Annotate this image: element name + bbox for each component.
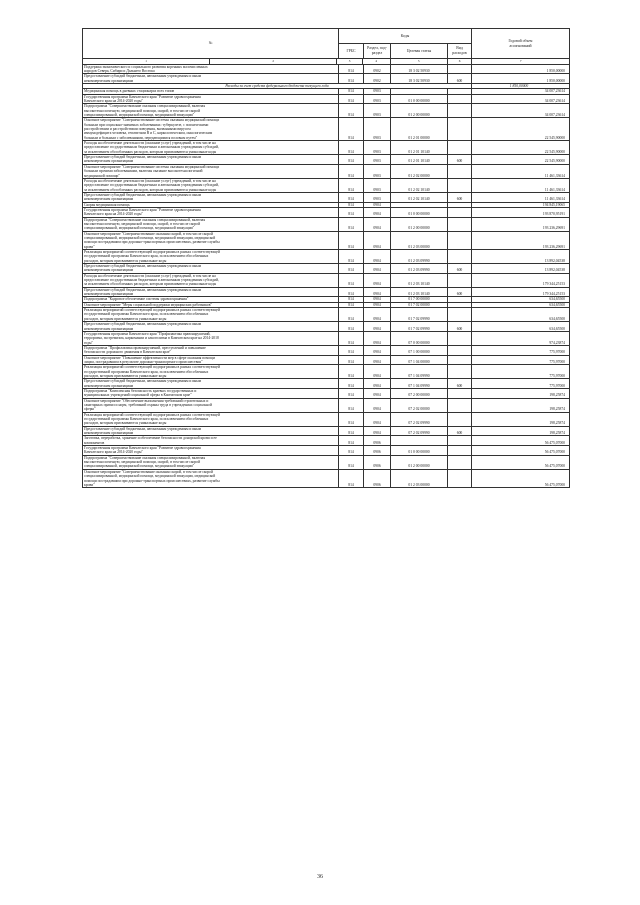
- expense-type-code: [448, 455, 472, 469]
- expense-type-code: [448, 141, 472, 155]
- annual-amount: 22 545,90000: [472, 141, 570, 155]
- expense-type-code: [448, 164, 472, 178]
- item-name: Реализация мероприятий соответствующей подпрограммы в рамках соответствующей государственной программы Камчатского края, за исключением обособленных расходов, которым присваиваются уникальные коды: [83, 412, 339, 426]
- annual-amount: 56 475,07000: [472, 446, 570, 456]
- target-article-code: 01 0 00 00000: [391, 94, 448, 104]
- item-name: Заготовка, переработка, хранение и обеспечение безопасности донорской крови и ее компонентов: [83, 436, 339, 446]
- grbs-code: 814: [339, 412, 364, 426]
- item-name: Расходы на обеспечение деятельности (оказание услуг) учреждений, в том числе на предоставление государственным бюджетным и автономным учреждениям субсидий, за исключением обособленных расходов, которым присваиваются уникальные коды: [83, 141, 339, 155]
- target-article-header: Целевая статья: [391, 44, 448, 59]
- annual-amount: 34 007,23614: [472, 89, 570, 94]
- annual-amount: 193 236,29691: [472, 217, 570, 231]
- annual-amount: 198,25874: [472, 426, 570, 436]
- annual-amount: 22 545,90000: [472, 155, 570, 165]
- item-name: Реализация мероприятий соответствующей подпрограммы в рамках соответствующей государственной программы Камчатского края, за исключением обособленных расходов, которым присваиваются уникальные коды: [83, 365, 339, 379]
- table-row: [83, 469, 570, 487]
- grbs-code: 814: [339, 178, 364, 192]
- table-row: [83, 118, 570, 141]
- item-name: Предоставление субсидий бюджетным, автономным учреждениям и иным некоммерческим организациям: [83, 426, 339, 436]
- annual-amount: 634,65500: [472, 322, 570, 332]
- column-number-row: [83, 59, 570, 65]
- grbs-code: 814: [339, 89, 364, 94]
- annual-amount: 179 344,25153: [472, 287, 570, 297]
- column-number: 6: [447, 59, 472, 64]
- item-name: Расходы на обеспечение деятельности (оказание услуг) учреждений, в том числе на предоставление государственным бюджетным и автономным учреждениям субсидий, за исключением обособленных расходов, которым присваиваются уникальные коды: [83, 273, 339, 287]
- expense-type-code: 600: [448, 426, 472, 436]
- expense-type-code: 600: [448, 74, 472, 84]
- target-article-code: 01 2 01 10140: [391, 141, 448, 155]
- target-article-code: 01 2 01 00000: [391, 118, 448, 141]
- target-article-code: 01 2 02 10140: [391, 192, 448, 202]
- annual-amount: 56 475,07000: [472, 455, 570, 469]
- target-article-code: 07 1 04 09990: [391, 365, 448, 379]
- razdel-code: 0903: [364, 94, 391, 104]
- annual-amount: 634,65500: [472, 302, 570, 307]
- annual-amount: 1 850,00000: [472, 64, 570, 74]
- razdel-code: 0904: [364, 322, 391, 332]
- annual-amount-header: Годовой объем ассигнований: [472, 29, 570, 59]
- expense-type-code: [448, 273, 472, 287]
- razdel-code: 0904: [364, 264, 391, 274]
- table-row: [83, 355, 570, 365]
- expense-type-code: 600: [448, 155, 472, 165]
- column-number: 5: [390, 59, 447, 64]
- page-number: 36: [317, 874, 323, 880]
- annual-amount: 22 545,90000: [472, 118, 570, 141]
- razdel-header: Раздел, под- раздел: [364, 44, 391, 59]
- annual-amount: 198,25874: [472, 412, 570, 426]
- item-name: Основное мероприятие "Обеспечение выполнения требований строительных и санитарных правил и норм, требований охраны труда в учреждениях социальной сферы": [83, 398, 339, 412]
- annual-amount: 775,97000: [472, 355, 570, 365]
- note-text: Расходы за счет средств федерального бюджета текущего года: [83, 83, 472, 88]
- item-name: Основное мероприятие "Повышение эффективности мер в сфере оказания помощи лицам, пострадавшим в результате дорожно-транспортного происшествия": [83, 355, 339, 365]
- annual-amount: 1 850,00000: [472, 74, 570, 84]
- target-article-code: 01 0 00 00000: [391, 446, 448, 456]
- grbs-code: 814: [339, 141, 364, 155]
- target-article-code: 01 2 03 10140: [391, 287, 448, 297]
- target-article-code: 07 2 02 09990: [391, 426, 448, 436]
- grbs-code: 814: [339, 104, 364, 118]
- razdel-code: 0903: [364, 89, 391, 94]
- column-number: 2: [209, 59, 336, 64]
- target-article-code: [391, 436, 448, 446]
- grbs-code: 814: [339, 302, 364, 307]
- expense-type-code: [448, 64, 472, 74]
- grbs-code: 814: [339, 217, 364, 231]
- expense-type-header: Вид расходов: [448, 44, 472, 59]
- grbs-code: 814: [339, 155, 364, 165]
- grbs-code: 814: [339, 207, 364, 217]
- expense-type-code: [448, 308, 472, 322]
- razdel-code: 0903: [364, 164, 391, 178]
- razdel-code: 0904: [364, 345, 391, 355]
- grbs-code: 814: [339, 331, 364, 345]
- grbs-code: 814: [339, 379, 364, 389]
- grbs-code: 814: [339, 308, 364, 322]
- expense-type-code: [448, 94, 472, 104]
- expense-type-code: 600: [448, 264, 472, 274]
- table-row: [83, 273, 570, 287]
- razdel-code: 0904: [364, 287, 391, 297]
- codes-group-header: Коды: [339, 29, 472, 44]
- razdel-code: 0906: [364, 469, 391, 487]
- table-row: [83, 264, 570, 274]
- grbs-code: 814: [339, 436, 364, 446]
- column-number: 3: [336, 59, 362, 64]
- grbs-code: 814: [339, 164, 364, 178]
- table-row: [83, 436, 570, 446]
- item-name: Предоставление субсидий бюджетным, автономным учреждениям и иным некоммерческим организациям: [83, 379, 339, 389]
- grbs-code: 814: [339, 322, 364, 332]
- grbs-code: 814: [339, 297, 364, 302]
- expense-type-code: [448, 118, 472, 141]
- grbs-code: 814: [339, 250, 364, 264]
- target-article-code: 01 2 01 10140: [391, 155, 448, 165]
- annual-amount: 634,65500: [472, 308, 570, 322]
- table-row: [83, 412, 570, 426]
- razdel-code: 0903: [364, 178, 391, 192]
- target-article-code: 07 1 04 00000: [391, 355, 448, 365]
- table-row: [83, 426, 570, 436]
- razdel-code: 0903: [364, 118, 391, 141]
- expense-type-code: [448, 217, 472, 231]
- item-name: Государственная программа Камчатского края "Развитие здравоохранения Камчатского края на 2014-2020 годы": [83, 94, 339, 104]
- grbs-code: 814: [339, 446, 364, 456]
- budget-table: [82, 28, 570, 488]
- grbs-code: 814: [339, 455, 364, 469]
- grbs-code: 814: [339, 388, 364, 398]
- annual-amount: 56 475,07000: [472, 469, 570, 487]
- table-row: [83, 178, 570, 192]
- grbs-code: 814: [339, 287, 364, 297]
- expense-type-code: [448, 345, 472, 355]
- item-name: Основное мероприятие "Совершенствование системы оказания медицинской помощи больным при социально-значимых заболеваниях: туберкулезе, с психическими расстройствами и расстройствами поведения, вызванными вирусом иммунодефицита человека, гепатитами В и С, наркологическим, онкологическим больным и больным с заболеваниями, передающимися половым путем": [83, 118, 339, 141]
- grbs-code: 814: [339, 202, 364, 207]
- razdel-code: 0904: [364, 412, 391, 426]
- annual-amount: 11 461,33614: [472, 178, 570, 192]
- table-row: [83, 388, 570, 398]
- expense-type-code: [448, 104, 472, 118]
- target-article-code: 01 2 02 10140: [391, 178, 448, 192]
- target-article-code: 01 7 02 00000: [391, 302, 448, 307]
- header-row-top: [83, 29, 570, 44]
- target-article-code: 01 2 03 09990: [391, 250, 448, 264]
- target-article-code: 07 1 00 00000: [391, 345, 448, 355]
- table-row: [83, 398, 570, 412]
- expense-type-code: [448, 388, 472, 398]
- table-row: [83, 287, 570, 297]
- table-row: [83, 74, 570, 84]
- target-article-code: 01 2 02 00000: [391, 164, 448, 178]
- item-name: Предоставление субсидий бюджетным, автономным учреждениям и иным некоммерческим организациям: [83, 74, 339, 84]
- annual-amount: 1 850,00000: [472, 83, 570, 88]
- annual-amount: 634,65500: [472, 297, 570, 302]
- annual-amount: 194 845,19065: [472, 202, 570, 207]
- table-row: [83, 155, 570, 165]
- annual-amount: 775,97000: [472, 345, 570, 355]
- razdel-code: 0904: [364, 331, 391, 345]
- item-name: Расходы на обеспечение деятельности (оказание услуг) учреждений, в том числе на предоставление государственным бюджетным и автономным учреждениям субсидий, за исключением обособленных расходов, которым присваиваются уникальные коды: [83, 178, 339, 192]
- expense-type-code: [448, 331, 472, 345]
- annual-amount: 974,23874: [472, 331, 570, 345]
- table-row: [83, 207, 570, 217]
- grbs-code: 814: [339, 355, 364, 365]
- target-article-code: 07 2 02 00000: [391, 398, 448, 412]
- column-number: 4: [362, 59, 390, 64]
- annual-amount: 34 007,23614: [472, 104, 570, 118]
- item-name: Предоставление субсидий бюджетным, автономным учреждениям и иным некоммерческим организациям: [83, 155, 339, 165]
- item-name: Подпрограмма "Совершенствование оказания специализированной, включая высокотехнологичную, медицинской помощи, скорой, в том числе скорой специализированной, медицинской помощи, медицинской эвакуации": [83, 217, 339, 231]
- target-article-code: 07 1 04 09990: [391, 379, 448, 389]
- item-name: Предоставление субсидий бюджетным, автономным учреждениям и иным некоммерческим организациям: [83, 192, 339, 202]
- annual-amount: 13 892,04538: [472, 264, 570, 274]
- razdel-code: 0904: [364, 302, 391, 307]
- grbs-code: 814: [339, 64, 364, 74]
- budget-table-sheet: [82, 28, 569, 488]
- grbs-code: 814: [339, 469, 364, 487]
- razdel-code: 0906: [364, 455, 391, 469]
- razdel-code: 0906: [364, 436, 391, 446]
- annual-amount: 56 475,07000: [472, 436, 570, 446]
- item-name: Государственная программа Камчатского края "Развитие здравоохранения Камчатского края на 2014-2020 годы": [83, 207, 339, 217]
- item-name: Поддержка экономического и социального развития коренных малочисленных народов Севера, Сибири и Дальнего Востока: [83, 64, 339, 74]
- expense-type-code: [448, 355, 472, 365]
- item-name: Подпрограмма "Совершенствование оказания специализированной, включая высокотехнологичную, медицинской помощи, скорой, в том числе скорой специализированной, медицинской помощи, медицинской эвакуации": [83, 104, 339, 118]
- razdel-code: 0904: [364, 365, 391, 379]
- target-article-code: 18 3 02 50930: [391, 64, 448, 74]
- item-name: Предоставление субсидий бюджетным, автономным учреждениям и иным некоммерческим организациям: [83, 322, 339, 332]
- expense-type-code: 600: [448, 192, 472, 202]
- target-article-code: 07 2 00 00000: [391, 388, 448, 398]
- razdel-code: 0904: [364, 250, 391, 264]
- grbs-code: 814: [339, 345, 364, 355]
- table-row: [83, 455, 570, 469]
- annual-amount: 34 007,23614: [472, 94, 570, 104]
- annual-amount: 193 236,29691: [472, 231, 570, 249]
- grbs-code: 814: [339, 273, 364, 287]
- annual-amount: 179 344,25153: [472, 273, 570, 287]
- razdel-code: 0903: [364, 141, 391, 155]
- grbs-code: 814: [339, 94, 364, 104]
- grbs-code: 814: [339, 264, 364, 274]
- table-row: [83, 365, 570, 379]
- item-name: Медицинская помощь в дневных стационарах всех типов: [83, 89, 339, 94]
- razdel-code: 0904: [364, 388, 391, 398]
- grbs-code: 814: [339, 192, 364, 202]
- table-row: [83, 94, 570, 104]
- razdel-code: 0904: [364, 308, 391, 322]
- target-article-code: 01 2 00 00000: [391, 455, 448, 469]
- razdel-code: 0904: [364, 273, 391, 287]
- number-column-header: №: [83, 29, 339, 59]
- expense-type-code: 600: [448, 322, 472, 332]
- razdel-code: 0904: [364, 202, 391, 207]
- item-name: Подпрограмма "Профилактика правонарушений, преступлений и повышение безопасности дорожного движения в Камчатском крае": [83, 345, 339, 355]
- razdel-code: 0903: [364, 192, 391, 202]
- razdel-code: 0906: [364, 446, 391, 456]
- target-article-code: 07 2 02 09990: [391, 412, 448, 426]
- annual-amount: 198,25874: [472, 388, 570, 398]
- target-article-code: 01 7 02 09990: [391, 322, 448, 332]
- table-row: [83, 192, 570, 202]
- item-name: Основное мероприятие "Совершенствование системы оказания медицинской помощи больным прочими заболеваниями, включая оказание высокотехнологичной медицинской помощи": [83, 164, 339, 178]
- annual-amount: 775,97000: [472, 365, 570, 379]
- column-number: 1: [145, 59, 147, 63]
- item-name: Государственная программа Камчатского края "Развитие здравоохранения Камчатского края на 2014-2020 годы": [83, 446, 339, 456]
- expense-type-code: [448, 178, 472, 192]
- table-row: [83, 331, 570, 345]
- item-name: Основное мероприятие "Совершенствование оказания скорой, в том числе скорой специализированной, медицинской помощи, медицинской эвакуации, медицинской помощи пострадавшим при дорожно-транспортных происшествиях, развитие службы крови": [83, 469, 339, 487]
- razdel-code: 0904: [364, 426, 391, 436]
- expense-type-code: [448, 469, 472, 487]
- razdel-code: 0903: [364, 104, 391, 118]
- expense-type-code: [448, 446, 472, 456]
- table-row: [83, 250, 570, 264]
- annual-amount: 775,97000: [472, 379, 570, 389]
- item-name: Предоставление субсидий бюджетным, автономным учреждениям и иным некоммерческим организациям: [83, 287, 339, 297]
- annual-amount: 11 461,33614: [472, 164, 570, 178]
- item-name: Основное мероприятие "Меры социальной поддержки медицинских работников": [83, 302, 339, 307]
- item-name: Подпрограмма "Совершенствование оказания специализированной, включая высокотехнологичную, медицинской помощи, скорой, в том числе скорой специализированной, медицинской помощи, медицинской эвакуации": [83, 455, 339, 469]
- table-row: [83, 345, 570, 355]
- target-article-code: 07 0 00 00000: [391, 331, 448, 345]
- razdel-code: 0904: [364, 297, 391, 302]
- table-row: [83, 104, 570, 118]
- grbs-code: 814: [339, 426, 364, 436]
- expense-type-code: [448, 412, 472, 426]
- table-row: [83, 64, 570, 74]
- column-number: 7: [471, 59, 569, 64]
- annual-amount: 11 461,33614: [472, 192, 570, 202]
- item-name: Основное мероприятие "Совершенствование оказания скорой, в том числе скорой специализированной, медицинской помощи, медицинской эвакуации, медицинской помощи пострадавшим при дорожно-транспортных происшествиях, развитие службы крови": [83, 231, 339, 249]
- grbs-code: 814: [339, 231, 364, 249]
- razdel-code: 0904: [364, 355, 391, 365]
- item-name: Подпрограмма "Кадровое обеспечение системы здравоохранения": [83, 297, 339, 302]
- razdel-code: 0904: [364, 379, 391, 389]
- target-article-code: 01 2 00 00000: [391, 217, 448, 231]
- table-row: [83, 446, 570, 456]
- item-name: Реализация мероприятий соответствующей подпрограммы в рамках соответствующей государственной программы Камчатского края, за исключением обособленных расходов, которым присваиваются уникальные коды: [83, 308, 339, 322]
- item-name: Подпрограмма "Комплексная безопасность краевых государственных и муниципальных учреждений социальной сферы в Камчатском крае": [83, 388, 339, 398]
- target-article-code: 01 7 02 09990: [391, 308, 448, 322]
- expense-type-code: 600: [448, 379, 472, 389]
- razdel-code: 0902: [364, 64, 391, 74]
- target-article-code: 01 2 03 09990: [391, 264, 448, 274]
- item-name: Скорая медицинская помощь: [83, 202, 339, 207]
- table-row: [83, 164, 570, 178]
- target-article-code: 01 7 00 00000: [391, 297, 448, 302]
- table-row: [83, 308, 570, 322]
- annual-amount: 13 892,04538: [472, 250, 570, 264]
- razdel-code: 0902: [364, 74, 391, 84]
- razdel-code: 0904: [364, 207, 391, 217]
- expense-type-code: [448, 231, 472, 249]
- annual-amount: 193 870,95191: [472, 207, 570, 217]
- target-article-code: 18 3 02 50930: [391, 74, 448, 84]
- razdel-code: 0904: [364, 231, 391, 249]
- razdel-code: 0904: [364, 217, 391, 231]
- expense-type-code: 600: [448, 287, 472, 297]
- grbs-code: 814: [339, 74, 364, 84]
- razdel-code: 0903: [364, 155, 391, 165]
- expense-type-code: [448, 436, 472, 446]
- expense-type-code: [448, 207, 472, 217]
- budget-table-body: [83, 59, 570, 488]
- expense-type-code: [448, 398, 472, 412]
- razdel-code: 0904: [364, 398, 391, 412]
- target-article-code: 01 2 03 10140: [391, 273, 448, 287]
- table-row: [83, 379, 570, 389]
- item-name: Предоставление субсидий бюджетным, автономным учреждениям и иным некоммерческим организациям: [83, 264, 339, 274]
- target-article-code: 01 0 00 00000: [391, 207, 448, 217]
- target-article-code: 01 2 03 00000: [391, 469, 448, 487]
- annual-amount: 198,25874: [472, 398, 570, 412]
- item-name: Государственная программа Камчатского края "Профилактика правонарушений, терроризма, экстремизма, наркомании и алкоголизма в Камчатском крае на 2014-2018 годы": [83, 331, 339, 345]
- grbs-code: 814: [339, 365, 364, 379]
- table-row: [83, 231, 570, 249]
- expense-type-code: [448, 250, 472, 264]
- grbs-header: ГРБС: [339, 44, 364, 59]
- item-name: Реализация мероприятий соответствующей подпрограммы в рамках соответствующей государственной программы Камчатского края, за исключением обособленных расходов, которым присваиваются уникальные коды: [83, 250, 339, 264]
- target-article-code: 01 2 00 00000: [391, 104, 448, 118]
- grbs-code: 814: [339, 118, 364, 141]
- table-row: [83, 141, 570, 155]
- expense-type-code: [448, 365, 472, 379]
- table-row: [83, 322, 570, 332]
- table-row: [83, 217, 570, 231]
- grbs-code: 814: [339, 398, 364, 412]
- target-article-code: 01 2 03 00000: [391, 231, 448, 249]
